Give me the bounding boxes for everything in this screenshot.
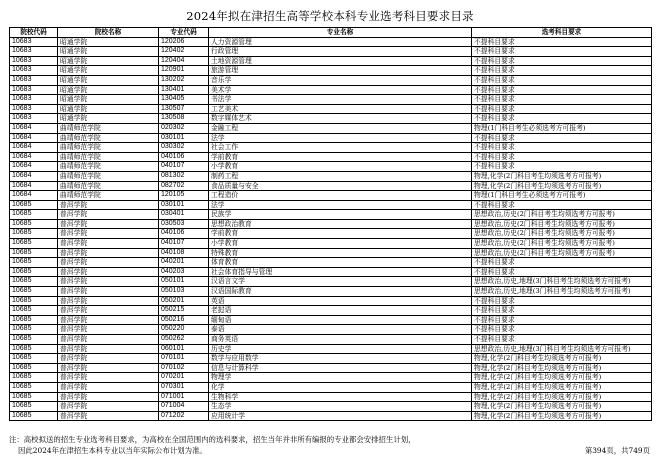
table-row	[10, 171, 652, 181]
cell-school-name: 普洱学院	[58, 411, 159, 421]
cell-major-name: 行政管理	[209, 47, 472, 57]
cell-school-name: 昭通学院	[58, 47, 159, 57]
cell-school-code: 10683	[10, 114, 58, 124]
table-row	[10, 277, 652, 287]
cell-major-name: 商务英语	[209, 335, 472, 345]
cell-school-name: 曲靖师范学院	[58, 162, 159, 172]
cell-school-name: 普洱学院	[58, 373, 159, 383]
cell-requirement: 物理,化学(2门科目考生均须选考方可报考)	[472, 363, 652, 373]
requirements-table	[9, 27, 652, 421]
cell-major-code: 071001	[159, 392, 209, 402]
cell-major-name: 工程造价	[209, 191, 472, 201]
cell-major-code: 050201	[159, 296, 209, 306]
footnote-line-2: 因此2024年在津招生本科专业以当年实际公布计划为准。	[18, 446, 207, 455]
table-row	[10, 133, 652, 143]
cell-requirement: 不提科目要求	[472, 114, 652, 124]
cell-major-code: 071004	[159, 402, 209, 412]
cell-major-name: 工艺美术	[209, 104, 472, 114]
table-row	[10, 95, 652, 105]
cell-school-name: 普洱学院	[58, 354, 159, 364]
cell-major-code: 050220	[159, 325, 209, 335]
cell-school-code: 10685	[10, 402, 58, 412]
cell-major-name: 音乐学	[209, 75, 472, 85]
cell-school-code: 10683	[10, 75, 58, 85]
table-body	[10, 37, 652, 421]
cell-major-name: 学前教育	[209, 152, 472, 162]
cell-major-code: 130401	[159, 85, 209, 95]
cell-school-code: 10685	[10, 315, 58, 325]
cell-school-code: 10684	[10, 181, 58, 191]
cell-school-name: 普洱学院	[58, 258, 159, 268]
cell-school-code: 10684	[10, 162, 58, 172]
cell-requirement: 不提科目要求	[472, 133, 652, 143]
table-row	[10, 47, 652, 57]
cell-school-code: 10683	[10, 95, 58, 105]
cell-requirement: 不提科目要求	[472, 47, 652, 57]
cell-major-name: 民族学	[209, 210, 472, 220]
cell-school-name: 昭通学院	[58, 85, 159, 95]
cell-requirement: 物理(1门科目考生必须选考方可报考)	[472, 123, 652, 133]
table-row	[10, 210, 652, 220]
table-row	[10, 248, 652, 258]
cell-school-name: 普洱学院	[58, 306, 159, 316]
footnote	[9, 434, 569, 456]
cell-major-code: 071202	[159, 411, 209, 421]
header-school-name: 院校名称	[58, 28, 159, 38]
cell-major-code: 120404	[159, 56, 209, 66]
cell-major-name: 汉语国际教育	[209, 287, 472, 297]
cell-school-code: 10683	[10, 104, 58, 114]
cell-major-code: 070101	[159, 354, 209, 364]
cell-school-name: 曲靖师范学院	[58, 143, 159, 153]
cell-major-name: 英语	[209, 296, 472, 306]
cell-school-name: 昭通学院	[58, 114, 159, 124]
table-row	[10, 363, 652, 373]
table-row	[10, 200, 652, 210]
cell-major-name: 化学	[209, 382, 472, 392]
cell-major-name: 小学教育	[209, 239, 472, 249]
cell-major-code: 030302	[159, 143, 209, 153]
cell-major-code: 070201	[159, 373, 209, 383]
cell-school-code: 10685	[10, 335, 58, 345]
cell-major-code: 120901	[159, 66, 209, 76]
cell-major-code: 050101	[159, 277, 209, 287]
cell-school-code: 10685	[10, 392, 58, 402]
cell-school-code: 10685	[10, 411, 58, 421]
cell-requirement: 思想政治,历史,地理(3门科目考生均须选考方可报考)	[472, 277, 652, 287]
table-row	[10, 104, 652, 114]
cell-major-code: 030101	[159, 133, 209, 143]
cell-major-name: 美术学	[209, 85, 472, 95]
table-row	[10, 382, 652, 392]
cell-major-code: 050215	[159, 306, 209, 316]
cell-requirement: 不提科目要求	[472, 143, 652, 153]
cell-requirement: 物理,化学(2门科目考生均须选考方可报考)	[472, 392, 652, 402]
cell-requirement: 物理,化学(2门科目考生均须选考方可报考)	[472, 181, 652, 191]
cell-major-name: 法学	[209, 200, 472, 210]
cell-requirement: 物理(1门科目考生必须选考方可报考)	[472, 191, 652, 201]
cell-requirement: 不提科目要求	[472, 296, 652, 306]
cell-requirement: 不提科目要求	[472, 335, 652, 345]
cell-major-code: 040203	[159, 267, 209, 277]
cell-school-code: 10685	[10, 325, 58, 335]
table-row	[10, 239, 652, 249]
cell-major-code: 040107	[159, 162, 209, 172]
cell-requirement: 物理,化学(2门科目考生均须选考方可报考)	[472, 354, 652, 364]
cell-school-code: 10683	[10, 66, 58, 76]
cell-major-name: 物理学	[209, 373, 472, 383]
cell-major-name: 生态学	[209, 402, 472, 412]
cell-school-name: 普洱学院	[58, 277, 159, 287]
cell-major-name: 泰语	[209, 325, 472, 335]
cell-school-name: 普洱学院	[58, 392, 159, 402]
cell-requirement: 不提科目要求	[472, 267, 652, 277]
cell-major-code: 040106	[159, 229, 209, 239]
cell-school-name: 昭通学院	[58, 95, 159, 105]
cell-school-name: 普洱学院	[58, 296, 159, 306]
cell-major-code: 070301	[159, 382, 209, 392]
cell-school-code: 10685	[10, 248, 58, 258]
cell-major-code: 040201	[159, 258, 209, 268]
table-row	[10, 219, 652, 229]
table-row	[10, 325, 652, 335]
table-row	[10, 75, 652, 85]
table-row	[10, 229, 652, 239]
cell-major-name: 土地资源管理	[209, 56, 472, 66]
header-major-name: 专业名称	[209, 28, 472, 38]
table-row	[10, 85, 652, 95]
table-row	[10, 114, 652, 124]
cell-major-name: 数字媒体艺术	[209, 114, 472, 124]
cell-school-code: 10685	[10, 229, 58, 239]
cell-school-code: 10685	[10, 373, 58, 383]
table-row	[10, 37, 652, 47]
cell-major-code: 050216	[159, 315, 209, 325]
cell-requirement: 思想政治,历史,地理(3门科目考生均须选考方可报考)	[472, 344, 652, 354]
table-row	[10, 373, 652, 383]
cell-school-name: 普洱学院	[58, 315, 159, 325]
cell-school-code: 10685	[10, 200, 58, 210]
cell-major-code: 082702	[159, 181, 209, 191]
cell-school-name: 曲靖师范学院	[58, 133, 159, 143]
cell-requirement: 不提科目要求	[472, 75, 652, 85]
cell-major-code: 030503	[159, 219, 209, 229]
page-number: 第394页，共749页	[584, 446, 650, 455]
cell-school-code: 10684	[10, 133, 58, 143]
cell-requirement: 物理,化学(2门科目考生均须选考方可报考)	[472, 411, 652, 421]
cell-school-code: 10685	[10, 239, 58, 249]
header-requirement: 选考科目要求	[472, 28, 652, 38]
table-row	[10, 191, 652, 201]
cell-school-code: 10685	[10, 210, 58, 220]
cell-major-name: 学前教育	[209, 229, 472, 239]
cell-major-code: 040106	[159, 152, 209, 162]
cell-major-code: 130507	[159, 104, 209, 114]
cell-school-name: 普洱学院	[58, 344, 159, 354]
cell-school-code: 10685	[10, 363, 58, 373]
cell-school-code: 10683	[10, 85, 58, 95]
cell-school-code: 10684	[10, 123, 58, 133]
page-title: 2024年拟在津招生高等学校本科专业选考科目要求目录	[186, 9, 474, 23]
cell-major-name: 金融工程	[209, 123, 472, 133]
table-row	[10, 162, 652, 172]
table-row	[10, 181, 652, 191]
cell-school-code: 10683	[10, 37, 58, 47]
cell-school-name: 普洱学院	[58, 229, 159, 239]
cell-school-code: 10685	[10, 296, 58, 306]
table-row	[10, 123, 652, 133]
cell-requirement: 不提科目要求	[472, 66, 652, 76]
cell-school-code: 10685	[10, 287, 58, 297]
table-row	[10, 392, 652, 402]
footnote-line-1: 注：高校拟送的招生专业选考科目要求，为高校在全国范围内的选科要求，招生当年并非所有编报的专业都会安排招生计划，	[9, 435, 416, 444]
table-row	[10, 267, 652, 277]
cell-major-code: 050103	[159, 287, 209, 297]
table-row	[10, 296, 652, 306]
cell-requirement: 不提科目要求	[472, 37, 652, 47]
table-row	[10, 152, 652, 162]
cell-major-code: 120206	[159, 37, 209, 47]
cell-major-name: 食品质量与安全	[209, 181, 472, 191]
cell-school-code: 10685	[10, 219, 58, 229]
cell-school-name: 普洱学院	[58, 363, 159, 373]
cell-school-name: 昭通学院	[58, 104, 159, 114]
cell-major-name: 缅甸语	[209, 315, 472, 325]
table-header-row	[10, 28, 652, 38]
cell-school-name: 普洱学院	[58, 210, 159, 220]
cell-major-name: 数学与应用数学	[209, 354, 472, 364]
table-row	[10, 315, 652, 325]
cell-school-name: 曲靖师范学院	[58, 181, 159, 191]
cell-requirement: 不提科目要求	[472, 325, 652, 335]
cell-requirement: 思想政治,历史(2门科目考生均须选考方可报考)	[472, 229, 652, 239]
cell-major-code: 120402	[159, 47, 209, 57]
cell-requirement: 思想政治,历史(2门科目考生均须选考方可报考)	[472, 248, 652, 258]
cell-major-code: 060101	[159, 344, 209, 354]
table-row	[10, 402, 652, 412]
cell-major-code: 130508	[159, 114, 209, 124]
cell-requirement: 思想政治,历史,地理(3门科目考生均须选考方可报考)	[472, 287, 652, 297]
header-school-code: 院校代码	[10, 28, 58, 38]
cell-requirement: 思想政治,历史(2门科目考生均须选考方可报考)	[472, 219, 652, 229]
cell-school-name: 普洱学院	[58, 287, 159, 297]
table-row	[10, 66, 652, 76]
cell-major-name: 老挝语	[209, 306, 472, 316]
cell-school-code: 10685	[10, 306, 58, 316]
cell-school-name: 普洱学院	[58, 267, 159, 277]
cell-major-name: 历史学	[209, 344, 472, 354]
cell-major-code: 130202	[159, 75, 209, 85]
cell-major-name: 信息与计算科学	[209, 363, 472, 373]
cell-school-code: 10685	[10, 344, 58, 354]
cell-major-name: 应用统计学	[209, 411, 472, 421]
cell-requirement: 思想政治,历史(2门科目考生均须选考方可报考)	[472, 239, 652, 249]
cell-school-name: 普洱学院	[58, 200, 159, 210]
cell-major-name: 人力资源管理	[209, 37, 472, 47]
cell-major-name: 小学教育	[209, 162, 472, 172]
cell-requirement: 不提科目要求	[472, 85, 652, 95]
cell-school-name: 普洱学院	[58, 335, 159, 345]
cell-major-code: 030101	[159, 200, 209, 210]
cell-major-code: 040107	[159, 239, 209, 249]
cell-school-name: 昭通学院	[58, 66, 159, 76]
cell-major-code: 040108	[159, 248, 209, 258]
cell-major-code: 130405	[159, 95, 209, 105]
cell-school-name: 曲靖师范学院	[58, 123, 159, 133]
cell-school-name: 普洱学院	[58, 219, 159, 229]
cell-requirement: 物理,化学(2门科目考生均须选考方可报考)	[472, 171, 652, 181]
cell-school-name: 普洱学院	[58, 325, 159, 335]
cell-requirement: 不提科目要求	[472, 306, 652, 316]
cell-requirement: 物理,化学(2门科目考生均须选考方可报考)	[472, 382, 652, 392]
cell-requirement: 思想政治,历史(2门科目考生均须选考方可报考)	[472, 210, 652, 220]
cell-school-name: 普洱学院	[58, 402, 159, 412]
cell-requirement: 不提科目要求	[472, 56, 652, 66]
table-row	[10, 411, 652, 421]
cell-major-code: 050262	[159, 335, 209, 345]
table-row	[10, 143, 652, 153]
cell-major-name: 社会工作	[209, 143, 472, 153]
cell-major-name: 制药工程	[209, 171, 472, 181]
table-row	[10, 335, 652, 345]
cell-requirement: 物理,化学(2门科目考生均须选考方可报考)	[472, 402, 652, 412]
cell-major-code: 030401	[159, 210, 209, 220]
cell-school-name: 昭通学院	[58, 75, 159, 85]
cell-requirement: 不提科目要求	[472, 162, 652, 172]
cell-major-code: 081302	[159, 171, 209, 181]
cell-major-name: 思想政治教育	[209, 219, 472, 229]
cell-requirement: 物理,化学(2门科目考生均须选考方可报考)	[472, 373, 652, 383]
cell-requirement: 不提科目要求	[472, 258, 652, 268]
cell-major-code: 120105	[159, 191, 209, 201]
cell-school-code: 10685	[10, 354, 58, 364]
cell-school-name: 曲靖师范学院	[58, 191, 159, 201]
cell-school-code: 10684	[10, 191, 58, 201]
cell-school-code: 10683	[10, 56, 58, 66]
header-major-code: 专业代码	[159, 28, 209, 38]
cell-major-name: 旅游管理	[209, 66, 472, 76]
table-row	[10, 306, 652, 316]
cell-requirement: 不提科目要求	[472, 104, 652, 114]
cell-school-name: 曲靖师范学院	[58, 152, 159, 162]
cell-major-name: 汉语言文学	[209, 277, 472, 287]
cell-school-name: 昭通学院	[58, 56, 159, 66]
cell-school-code: 10685	[10, 258, 58, 268]
cell-requirement: 不提科目要求	[472, 200, 652, 210]
table-row	[10, 56, 652, 66]
cell-school-name: 普洱学院	[58, 239, 159, 249]
cell-school-name: 曲靖师范学院	[58, 171, 159, 181]
cell-major-name: 法学	[209, 133, 472, 143]
cell-major-name: 特殊教育	[209, 248, 472, 258]
cell-major-name: 体育教育	[209, 258, 472, 268]
cell-school-name: 普洱学院	[58, 382, 159, 392]
cell-school-code: 10684	[10, 143, 58, 153]
cell-school-name: 昭通学院	[58, 37, 159, 47]
cell-major-name: 社会体育指导与管理	[209, 267, 472, 277]
cell-requirement: 不提科目要求	[472, 95, 652, 105]
cell-major-name: 书法学	[209, 95, 472, 105]
cell-school-code: 10684	[10, 171, 58, 181]
table-row	[10, 354, 652, 364]
cell-school-code: 10685	[10, 382, 58, 392]
cell-school-code: 10683	[10, 47, 58, 57]
cell-school-code: 10684	[10, 152, 58, 162]
cell-school-code: 10685	[10, 277, 58, 287]
cell-major-code: 020302	[159, 123, 209, 133]
cell-major-name: 生物科学	[209, 392, 472, 402]
cell-school-name: 普洱学院	[58, 248, 159, 258]
cell-requirement: 不提科目要求	[472, 152, 652, 162]
table-row	[10, 344, 652, 354]
table-row	[10, 287, 652, 297]
cell-school-code: 10685	[10, 267, 58, 277]
cell-major-code: 070102	[159, 363, 209, 373]
cell-requirement: 不提科目要求	[472, 315, 652, 325]
table-row	[10, 258, 652, 268]
